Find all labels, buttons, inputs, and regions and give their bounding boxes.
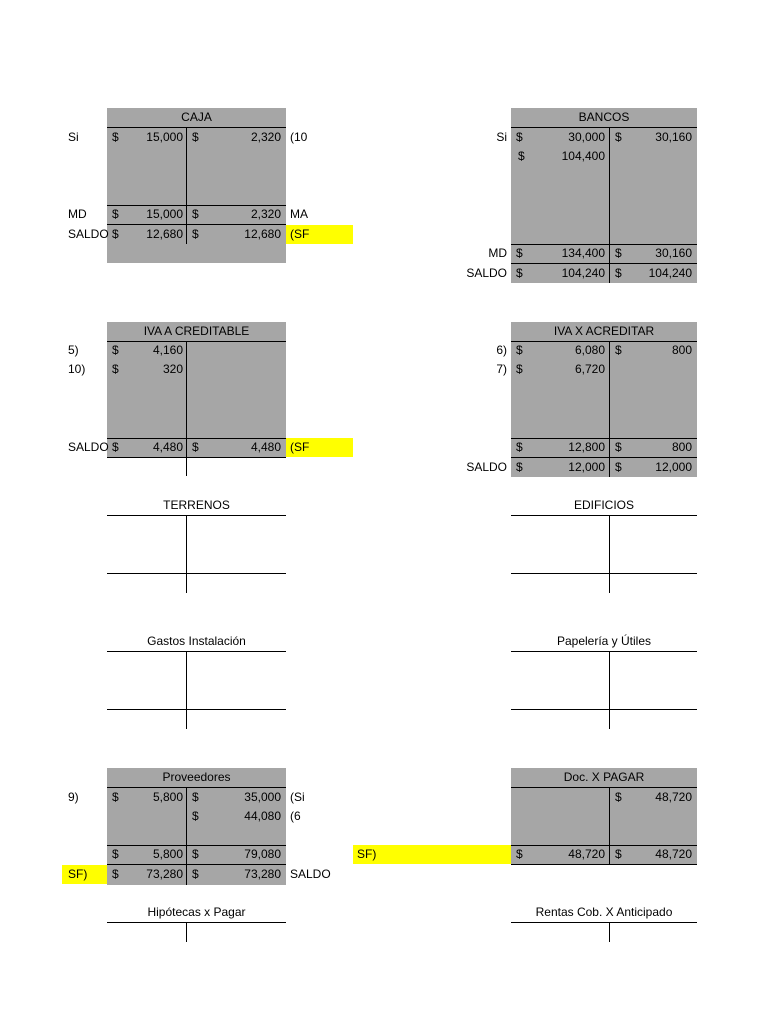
iva-acreditar-row4-cur-credit: $ [615, 460, 622, 474]
iva-creditable-title: IVA A CREDITABLE [143, 324, 250, 338]
proveedores-middle-rule [186, 787, 187, 885]
iva-acreditar-row1-label: 6) [496, 343, 507, 357]
proveedores-row4-debit: 73,280 [146, 867, 183, 881]
bancos-row3-cur-credit: $ [615, 246, 622, 260]
caja-middle-rule [186, 127, 187, 244]
iva-creditable-bottom-rule [107, 457, 286, 458]
hipotecas-top-rule [107, 922, 286, 923]
caja-row2-debit: 15,000 [146, 207, 183, 221]
proveedores-row2-credit: 44,080 [244, 809, 281, 823]
bancos-row3-credit: 30,160 [655, 246, 692, 260]
caja-row3-label: SALDO [68, 227, 109, 241]
proveedores-row3-cur-credit: $ [192, 847, 199, 861]
iva-acreditar-row2-debit: 6,720 [574, 362, 605, 376]
edificios-top-rule [511, 515, 697, 516]
doc-pagar-row1-credit: 48,720 [655, 790, 692, 804]
proveedores-row4-cur-credit: $ [192, 867, 199, 881]
proveedores-title: Proveedores [162, 770, 231, 784]
doc-pagar-title: Doc. X PAGAR [563, 770, 645, 784]
proveedores-row2-cur-credit: $ [192, 809, 199, 823]
edificios-middle-rule [609, 515, 610, 593]
caja-row3-ref: (SF [290, 227, 310, 241]
bancos-row1-credit: 30,160 [655, 130, 692, 144]
gastos-total-rule [107, 709, 286, 710]
caja-row3-credit: 12,680 [244, 227, 281, 241]
doc-pagar-row2-cur-debit: $ [516, 847, 523, 861]
iva-acreditar-row3-cur-credit: $ [615, 440, 622, 454]
caja-row1-credit: 2,320 [250, 130, 281, 144]
doc-pagar-row2-debit: 48,720 [568, 847, 605, 861]
terrenos-title: TERRENOS [163, 498, 230, 512]
doc-pagar-row2-credit: 48,720 [655, 847, 692, 861]
proveedores-row1-cur-credit: $ [192, 790, 199, 804]
proveedores-row2-ref: (6 [290, 809, 301, 823]
doc-pagar-row2-label: SF) [357, 847, 377, 861]
iva-creditable-row3-debit: 4,480 [152, 440, 183, 454]
iva-acreditar-row3-cur-debit: $ [516, 440, 523, 454]
bancos-row3-debit: 134,400 [561, 246, 605, 260]
iva-creditable-row3-cur-debit: $ [112, 440, 119, 454]
iva-acreditar-row1-cur-debit: $ [516, 343, 523, 357]
iva-acreditar-row1-cur-credit: $ [615, 343, 622, 357]
proveedores-row3-debit: 5,800 [152, 847, 183, 861]
caja-row1-cur-debit: $ [112, 130, 119, 144]
hipotecas-middle-rule [186, 922, 187, 942]
iva-acreditar-title: IVA X ACREDITAR [553, 324, 655, 338]
caja-row2-credit: 2,320 [250, 207, 281, 221]
iva-acreditar-row2-cur-debit: $ [516, 362, 523, 376]
gastos-top-rule [107, 651, 286, 652]
bancos-middle-rule [609, 127, 610, 283]
doc-pagar-sf-highlight [353, 845, 511, 864]
proveedores-row1-label: 9) [68, 790, 79, 804]
caja-row3-cur-debit: $ [112, 227, 119, 241]
bancos-row1-cur-credit: $ [615, 130, 622, 144]
caja-row3-cur-credit: $ [192, 227, 199, 241]
caja-row1-label: Si [68, 130, 79, 144]
bancos-row4-cur-credit: $ [615, 266, 622, 280]
edificios-total-rule [511, 573, 697, 574]
hipotecas-title: Hipótecas x Pagar [147, 905, 246, 919]
proveedores-row4-label: SF) [68, 867, 88, 881]
iva-acreditar-row3-credit: 800 [671, 440, 692, 454]
papeleria-total-rule [511, 709, 697, 710]
bancos-row4-cur-debit: $ [516, 266, 523, 280]
iva-acreditar-row1-debit: 6,080 [574, 343, 605, 357]
iva-creditable-row3-cur-credit: $ [192, 440, 199, 454]
iva-creditable-row1-debit: 4,160 [152, 343, 183, 357]
gastos-title: Gastos Instalación [147, 634, 246, 648]
caja-row1-cur-credit: $ [192, 130, 199, 144]
proveedores-row3-cur-debit: $ [112, 847, 119, 861]
caja-row2-cur-credit: $ [192, 207, 199, 221]
iva-creditable-row2-label: 10) [68, 362, 86, 376]
proveedores-row4-credit: 73,280 [244, 867, 281, 881]
doc-pagar-middle-rule [609, 787, 610, 865]
iva-creditable-row1-label: 5) [68, 343, 79, 357]
doc-pagar-row2-cur-credit: $ [615, 847, 622, 861]
proveedores-row1-ref: (Si [290, 790, 305, 804]
rentas-title: Rentas Cob. X Anticipado [535, 905, 673, 919]
iva-acreditar-row2-label: 7) [496, 362, 507, 376]
bancos-row1-cur-debit: $ [516, 130, 523, 144]
iva-acreditar-row4-cur-debit: $ [516, 460, 523, 474]
iva-acreditar-row4-credit: 12,000 [655, 460, 692, 474]
proveedores-row4-cur-debit: $ [112, 867, 119, 881]
doc-pagar-row1-cur-credit: $ [615, 790, 622, 804]
gastos-middle-rule [186, 651, 187, 729]
rentas-middle-rule [609, 922, 610, 942]
terrenos-top-rule [107, 515, 286, 516]
bancos-title: BANCOS [578, 110, 630, 124]
bancos-row3-label: MD [488, 246, 507, 260]
caja-row1-ref: (10 [290, 130, 308, 144]
doc-pagar-bottom-rule [511, 864, 697, 865]
papeleria-title: Papelería y Útiles [556, 634, 652, 648]
iva-creditable-row3-credit: 4,480 [250, 440, 281, 454]
rentas-top-rule [511, 922, 697, 923]
iva-acreditar-row1-credit: 800 [671, 343, 692, 357]
caja-title: CAJA [181, 110, 212, 124]
proveedores-row1-debit: 5,800 [152, 790, 183, 804]
iva-creditable-row1-cur-debit: $ [112, 343, 119, 357]
papeleria-top-rule [511, 651, 697, 652]
bancos-row1-label: Si [496, 130, 507, 144]
bancos-row2-debit: 104,400 [561, 149, 605, 163]
iva-acreditar-row4-debit: 12,000 [568, 460, 605, 474]
bancos-row4-label: SALDO [466, 266, 507, 280]
bancos-row4-debit: 104,240 [561, 266, 605, 280]
iva-acreditar-row4-label: SALDO [466, 460, 507, 474]
bancos-row1-debit: 30,000 [568, 130, 605, 144]
iva-creditable-row2-cur-debit: $ [112, 362, 119, 376]
iva-creditable-row3-ref: (SF [290, 440, 310, 454]
caja-row3-debit: 12,680 [146, 227, 183, 241]
terrenos-middle-rule [186, 515, 187, 593]
proveedores-row1-cur-debit: $ [112, 790, 119, 804]
bancos-row2-cur-debit: $ [518, 149, 525, 163]
caja-row1-debit: 15,000 [146, 130, 183, 144]
iva-creditable-row3-label: SALDO [68, 440, 109, 454]
proveedores-row4-ref: SALDO [290, 867, 331, 881]
iva-acreditar-row3-debit: 12,800 [568, 440, 605, 454]
caja-row2-cur-debit: $ [112, 207, 119, 221]
bancos-row4-credit: 104,240 [648, 266, 692, 280]
edificios-title: EDIFICIOS [573, 498, 634, 512]
proveedores-row3-credit: 79,080 [244, 847, 281, 861]
papeleria-middle-rule [609, 651, 610, 729]
terrenos-total-rule [107, 573, 286, 574]
bancos-row3-cur-debit: $ [516, 246, 523, 260]
iva-creditable-row2-debit: 320 [162, 362, 183, 376]
caja-row2-label: MD [68, 207, 87, 221]
iva-creditable-middle-rule [186, 341, 187, 476]
proveedores-row1-credit: 35,000 [244, 790, 281, 804]
caja-row2-ref: MA [290, 207, 308, 221]
